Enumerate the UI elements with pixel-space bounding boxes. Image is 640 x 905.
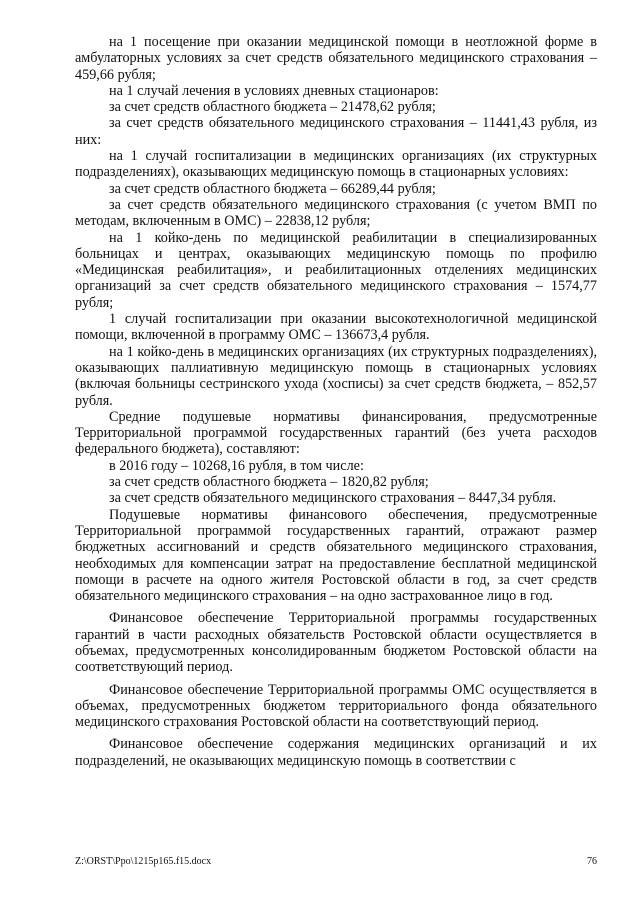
page-number: 76 bbox=[587, 856, 597, 867]
paragraph: за счет средств обязательного медицинского страхования (с учетом ВМП по методам, включенным в ОМС) – 22838,12 рубля; bbox=[75, 196, 597, 230]
paragraph: Подушевые нормативы финансового обеспечения, предусмотренные Территориальной программой государственных гарантий, отражают размер бюджетных ассигнований и средств обязательного медицинского страхования, необходимых для компенсации затрат на предоставление бесплатной медицинской помощи в расчете на одного жителя Ростовской области в год, за счет средств обязательного медицинского страхования – на одно застрахованное лицо в год. bbox=[75, 506, 597, 605]
paragraph: в 2016 году – 10268,16 рубля, в том числе: bbox=[109, 457, 364, 474]
paragraph: на 1 койко-день в медицинских организациях (их структурных подразделениях), оказывающих паллиативную медицинскую помощь в стационарных условиях (включая больницы сестринского ухода (хосписы) за счет средств бюджета, – 852,57 рубля. bbox=[75, 343, 597, 409]
paragraph: на 1 случай лечения в условиях дневных стационаров: bbox=[109, 82, 439, 99]
paragraph: за счет средств областного бюджета – 66289,44 рубля; bbox=[109, 180, 436, 197]
paragraph: на 1 посещение при оказании медицинской помощи в неотложной форме в амбулаторных условиях за счет средств обязательного медицинского страхования – 459,66 рубля; bbox=[75, 34, 597, 83]
paragraph: на 1 случай госпитализации в медицинских организациях (их структурных подразделениях), оказывающих медицинскую помощь в стационарных условиях: bbox=[75, 148, 597, 181]
paragraph: за счет средств обязательного медицинского страхования – 8447,34 рубля. bbox=[109, 490, 557, 507]
paragraph: за счет средств обязательного медицинского страхования – 11441,43 рубля, из них: bbox=[75, 115, 597, 148]
paragraph: за счет средств областного бюджета – 21478,62 рубля; bbox=[109, 99, 436, 116]
paragraph: Финансовое обеспечение Территориальной программы ОМС осуществляется в объемах, предусмотренных бюджетом территориального фонда обязательного медицинского страхования Ростовской области на соответствующий период. bbox=[75, 681, 597, 731]
page-footer bbox=[75, 856, 597, 868]
paragraph: Финансовое обеспечение содержания медицинских организаций и их подразделений, не оказывающих медицинскую помощь в соответствии с bbox=[75, 736, 597, 769]
footer-file-path: Z:\ORST\Ppo\1215p165.f15.docx bbox=[75, 856, 212, 867]
paragraph: Финансовое обеспечение Территориальной программы государственных гарантий в части расходных обязательств Ростовской области осуществляется в объемах, предусмотренных консолидированным бюджетом Ростовской области на соответствующий период. bbox=[75, 610, 597, 676]
document-body bbox=[75, 34, 597, 769]
paragraph: Средние подушевые нормативы финансирования, предусмотренные Территориальной программой государственных гарантий (без учета расходов федерального бюджета), составляют: bbox=[75, 408, 597, 458]
paragraph: за счет средств областного бюджета – 1820,82 рубля; bbox=[109, 474, 429, 491]
paragraph: на 1 койко-день по медицинской реабилитации в специализированных больницах и центрах, оказывающих медицинскую помощь по профилю «Медицинская реабилитация», и реабилитационных отделениях медицинских организаций за счет средств обязательного медицинского страхования – 1574,77 рубля; bbox=[75, 229, 597, 311]
paragraph: 1 случай госпитализации при оказании высокотехнологичной медицинской помощи, включенной в программу ОМС – 136673,4 рубля. bbox=[75, 311, 597, 344]
